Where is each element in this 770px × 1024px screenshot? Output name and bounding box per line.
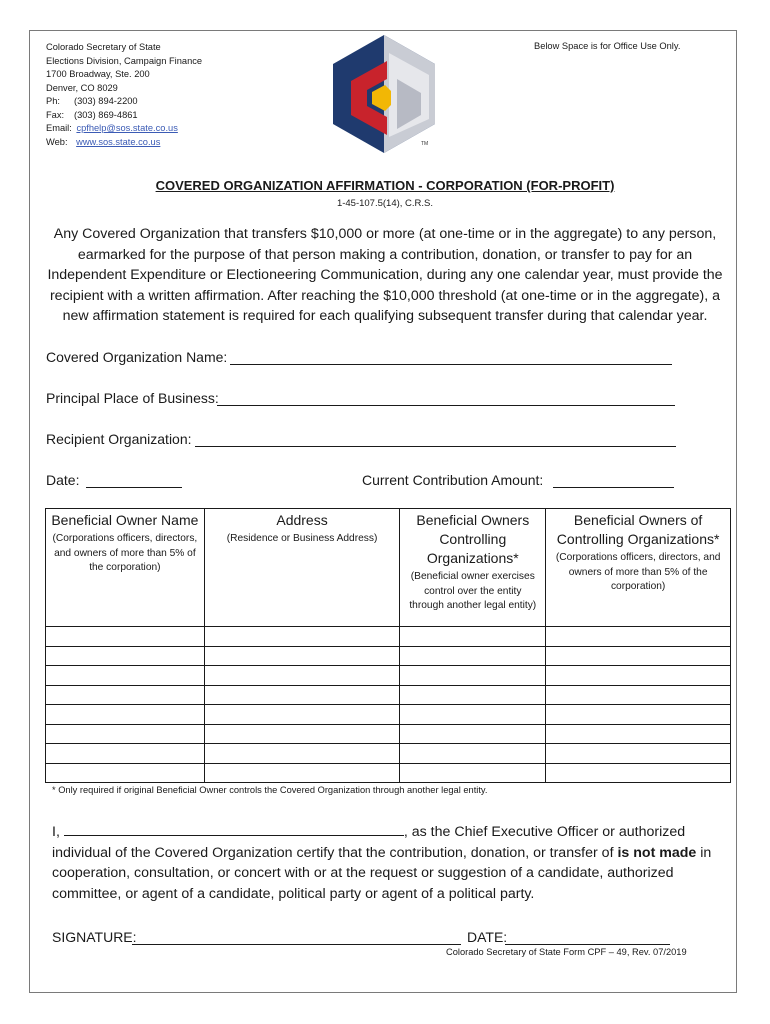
- place-of-business-input-line[interactable]: [217, 405, 675, 406]
- phone-line: [46, 95, 138, 109]
- beneficial-owners-table: [45, 508, 731, 783]
- fax-number: (303) 869-4861: [74, 109, 138, 120]
- table-row: [46, 646, 731, 666]
- email-label: Email:: [46, 123, 72, 133]
- table-row: [46, 685, 731, 705]
- amount-input-line[interactable]: [553, 487, 674, 488]
- street-address: 1700 Broadway, Ste. 200: [46, 69, 150, 79]
- table-cell[interactable]: [204, 705, 400, 725]
- form-title: COVERED ORGANIZATION AFFIRMATION - CORPORATION (FOR-PROFIT): [155, 178, 615, 193]
- table-cell[interactable]: [400, 685, 546, 705]
- table-row: [46, 627, 731, 647]
- org-name-label: Covered Organization Name:: [46, 349, 228, 365]
- table-cell[interactable]: [204, 627, 400, 647]
- signature-label: SIGNATURE:: [52, 929, 137, 945]
- table-cell[interactable]: [46, 744, 205, 764]
- col-owners-of-controlling-header: Beneficial Owners of Controlling Organizations* (Corporations officers, directors, and owners of more than 5% of the corporation): [546, 509, 731, 627]
- web-link[interactable]: www.sos.state.co.us: [76, 136, 161, 147]
- table-cell[interactable]: [204, 744, 400, 764]
- web-line: [46, 136, 160, 150]
- cert-middle: , as the Chief Executive Officer or authorized individual of the Covered Organization certify that the contribution, donation, or transfer of: [52, 824, 686, 861]
- col-owner-name-header: Beneficial Owner Name (Corporations officers, directors, and owners of more than 5% of the corporation): [46, 509, 205, 627]
- table-row: [46, 763, 731, 783]
- table-row: [46, 666, 731, 686]
- table-cell[interactable]: [400, 744, 546, 764]
- city-address: Denver, CO 8029: [46, 82, 118, 93]
- fax-line: [46, 109, 138, 123]
- cert-end: in cooperation, consultation, or concert with or at the request or suggestion of a candidate, authorized committee, or agent of a candidate, political party or agent of a political party.: [52, 844, 712, 902]
- signature-date-input-line[interactable]: [505, 944, 670, 945]
- division-name: Elections Division, Campaign Finance: [46, 55, 203, 66]
- office-use-note: Below Space is for Office Use Only.: [534, 41, 681, 51]
- web-label: Web:: [46, 136, 68, 147]
- table-cell[interactable]: [46, 705, 205, 725]
- table-cell[interactable]: [204, 685, 400, 705]
- table-cell[interactable]: [46, 666, 205, 686]
- table-cell[interactable]: [204, 666, 400, 686]
- certification-paragraph: [52, 820, 732, 904]
- table-cell[interactable]: [204, 763, 400, 783]
- email-line: [46, 122, 178, 136]
- table-cell[interactable]: [546, 685, 731, 705]
- amount-label: Current Contribution Amount:: [362, 472, 544, 488]
- table-cell[interactable]: [546, 666, 731, 686]
- cert-bold-phrase: is not made: [617, 844, 697, 861]
- table-cell[interactable]: [546, 763, 731, 783]
- table-cell[interactable]: [46, 627, 205, 647]
- date-label: Date:: [46, 472, 80, 488]
- phone-label: Ph:: [46, 96, 60, 106]
- table-cell[interactable]: [546, 627, 731, 647]
- col-controlling-orgs-header: Beneficial Owners Controlling Organizations* (Beneficial owner exercises control over the entity through another legal entity): [400, 509, 546, 627]
- email-link[interactable]: cpfhelp@sos.state.co.us: [76, 123, 178, 133]
- date-input-line[interactable]: [86, 487, 182, 488]
- signature-input-line[interactable]: [132, 944, 461, 945]
- table-cell[interactable]: [204, 646, 400, 666]
- table-row: [46, 744, 731, 764]
- table-cell[interactable]: [204, 724, 400, 744]
- table-cell[interactable]: [400, 627, 546, 647]
- trademark-mark: TM: [421, 141, 429, 147]
- certifier-name-input-line[interactable]: [64, 820, 404, 836]
- table-cell[interactable]: [546, 744, 731, 764]
- table-row: [46, 724, 731, 744]
- table-cell[interactable]: [400, 666, 546, 686]
- form-number: Colorado Secretary of State Form CPF – 49, Rev. 07/2019: [446, 947, 687, 957]
- table-cell[interactable]: [546, 724, 731, 744]
- colorado-sos-logo: [329, 33, 439, 155]
- fax-label: Fax:: [46, 109, 65, 120]
- agency-name: Colorado Secretary of State: [46, 42, 161, 52]
- phone-number: (303) 894-2200: [74, 96, 138, 106]
- col-address-header: Address (Residence or Business Address): [204, 509, 400, 627]
- org-name-input-line[interactable]: [230, 364, 672, 365]
- table-cell[interactable]: [400, 705, 546, 725]
- table-cell[interactable]: [400, 724, 546, 744]
- recipient-label: Recipient Organization:: [46, 431, 192, 447]
- table-header-row: [46, 509, 731, 627]
- place-of-business-label: Principal Place of Business:: [46, 390, 219, 406]
- signature-date-label: DATE:: [467, 929, 508, 945]
- table-cell[interactable]: [400, 763, 546, 783]
- table-cell[interactable]: [46, 646, 205, 666]
- table-cell[interactable]: [46, 724, 205, 744]
- table-cell[interactable]: [400, 646, 546, 666]
- cert-start: I,: [52, 824, 60, 840]
- recipient-input-line[interactable]: [195, 446, 676, 447]
- table-cell[interactable]: [546, 705, 731, 725]
- statute-citation: 1-45-107.5(14), C.R.S.: [336, 198, 434, 209]
- table-cell[interactable]: [46, 685, 205, 705]
- table-row: [46, 705, 731, 725]
- table-footnote: * Only required if original Beneficial Owner controls the Covered Organization through another legal entity.: [52, 785, 488, 795]
- intro-paragraph: Any Covered Organization that transfers $10,000 or more (at one-time or in the aggregate) to any person, earmarked for the purpose of that person making a contribution, donation, or transfer to pay for an Independent Expenditure or Electioneering Communication, during any one calendar year, must provide the recipient with a written affirmation. After reaching the $10,000 threshold (at one-time or in the aggregate), a new affirmation statement is required for each qualifying subsequent transfer during that calendar year.: [47, 226, 723, 324]
- table-cell[interactable]: [546, 646, 731, 666]
- table-cell[interactable]: [46, 763, 205, 783]
